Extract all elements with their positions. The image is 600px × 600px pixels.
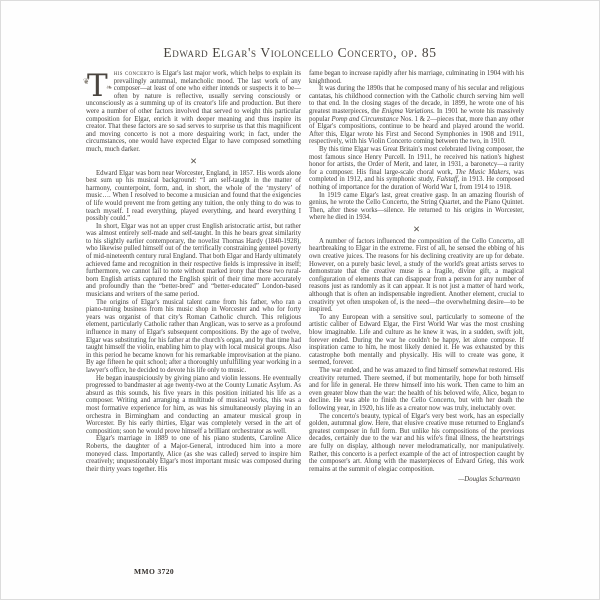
catalog-number: MMO 3720	[134, 567, 175, 576]
left-column	[86, 70, 301, 484]
paragraph	[309, 367, 524, 413]
body-text: In short, Elgar was not an upper crust English aristocratic artist, but rather was almost entirely self-made and self-taught. In this he bears great similarity to his slightly earlier contemporary, the novelist Thomas Hardy (1840-1928), who likewise pulled himself out of the terrifically constraining genteel poverty of mid-nineteenth century rural England. That both Elgar and Hardy ultimately achieved fame and recognition in their respective fields is impressive in itself; furthermore, we cannot fail to note without marked irony that these two rural-born English artists captured the English spirit of their time more accurately and profoundly than the “better-bred” and “better-educated” London-based musicians and writers of the same period.	[86, 222, 301, 299]
body-text: Nos. 1 & 2—pieces that, more than any other of Elgar's compositions, continue to be heard and played around the world. After this, Elgar wrote his First and Second Symphonies in 1908 and 1911, respectively, with his Violin Concerto coming between the two, in 1910.	[309, 115, 524, 146]
body-text: . In 1901 he wrote his massively popular	[309, 107, 524, 123]
work-title-italic: Falstaff	[436, 176, 458, 184]
author-byline: —Douglas Scharmann	[458, 476, 520, 484]
body-text: He began inauspiciously by giving piano and violin lessons. He eventually progressed to bandmaster at age twenty-two at the County Lunatic Asylum. As absurd as this sounds, his five years in this position initiated his life as a composer. Writing and arranging a multitude of musical works, this was a most formative experience for him, as was his simultaneously playing in an orchestra in Birmingham and conducting an amateur musical group in Worcester. By his early thirties, Elgar was completely versed in the art of composition; soon he would prove himself a brilliant orchestrator as well.	[86, 374, 301, 435]
body-text: is Elgar's last major work, which helps to explain its prevailingly autumnal, melancholic mood. The last work of any composer—at least of one who either intends or suspects it to be—often by nature is reflective, usually serving consciously or unconsciously as a summing up of its creator's life and production. But there were a number of other factors involved that served to weight this particular composition for Elgar, enrich it with deeper meaning and thus inspire its creator. That these factors are so sad serves to surprise us that this magnificent and moving concerto is not a more despairing work; in fact, under the circumstances, one would have expected Elgar to have composed something much, much darker.	[86, 70, 301, 153]
ornamental-dropcap: ❦ T ❧	[86, 71, 111, 99]
page-title: Edward Elgar's Violoncello Concerto, op. 85	[163, 45, 437, 60]
paragraph	[86, 170, 301, 223]
paragraph	[309, 146, 524, 192]
body-text: A number of factors influenced the composition of the Cello Concerto, all heartbreaking to Elgar in the extreme. First of all, he sensed the ebbing of his own creative juices. The reasons for his declining creativity are up for debate. However, on a purely basic level, a study of the world's great artists serves to demonstrate that the creative muse is a fragile, divine gift, a magical configuration of elements that can disappear from a person for any number of reasons just as randomly as it can appear. It is not just a matter of hard work, although that is often an indispensable ingredient. Another element, crucial to creativity yet often unspoken of, is the need—the overwhelming desire—to be inspired.	[309, 237, 524, 314]
body-text: The concerto's beauty, typical of Elgar's very best work, has an especially golden, autumnal glow. Here, that elusive creative muse returned to England's greatest composer in full form. But unlike his compositions of the previous decades, certainly due to the war and his wife's final illness, the heartstrings are fully on display, although never melodramatically, nor manipulatively. Rather, this concerto is a perfect example of the act of introspection caught by the composer's art. Along with the masterpieces of Edvard Grieg, this work remains at the summit of elegiac composition.	[309, 412, 524, 473]
paragraph	[86, 375, 301, 436]
paragraph	[86, 223, 301, 299]
text-columns	[86, 70, 524, 484]
paragraph	[309, 192, 524, 222]
body-text: Elgar's marriage in 1889 to one of his piano students, Caroline Alice Roberts, the daughter of a Major-General, introduced him into a more moneyed class. Importantly, Alice (as she was called) served to inspire him creatively; unquestionably Elgar's most important music was composed during their thirty years together. His	[86, 435, 301, 473]
paragraph	[86, 435, 301, 473]
body-text: fame began to increase rapidly after his marriage, culminating in 1904 with his knighthood.	[309, 70, 524, 85]
work-title-italic: Enigma Variations	[381, 107, 434, 115]
section-divider-ornament-icon: ✕	[412, 223, 421, 234]
smallcaps-lead: his concerto	[113, 70, 154, 77]
paragraph	[309, 413, 524, 474]
body-text: To any European with a sensitive soul, particularly to someone of the artistic caliber of Edward Elgar, the First World War was the most crushing blow imaginable. Life and culture as he knew it was, in a sudden, swift jolt, forever ended. During the war he couldn't be happy, let alone compose. If inspiration came to him, he most likely denied it. He was exhausted by this catastrophe both mentally and physically. His will to create was gone, it seemed, forever.	[309, 313, 524, 367]
paragraph	[309, 314, 524, 367]
body-text: The war ended, and he was amazed to find himself somewhat restored. His creativity returned. There seemed, if but momentarily, hope for both himself and for life in general. He threw himself into his work. Then came to him an even greater blow than the war: the health of his beloved wife, Alice, began to decline. He was able to finish the Cello Concerto, but with her death the following year, in 1920, his life as a creator now was truly, ineluctably over.	[309, 366, 524, 412]
paragraph	[86, 299, 301, 375]
section-divider-ornament-icon: ✕	[189, 155, 198, 166]
paragraph	[86, 70, 301, 154]
paragraph	[309, 70, 524, 85]
body-text: It was during the 1890s that he composed many of his secular and religious cantatas, his childhood connection with the Catholic church serving him well to that end. In the closing stages of the decade, in 1899, he wrote one of his greatest masterpieces, the	[309, 85, 524, 115]
body-text: By this time Elgar was Great Britain's most celebrated living composer, the most famous since Henry Purcell. In 1911, he received his nation's highest honor for artists, the Order of Merit, and later, in 1931, a baronetcy—a rarity for a composer. His final large-scale choral work,	[309, 145, 524, 176]
right-column	[309, 70, 524, 484]
body-text: , was completed in 1912, and his symphonic study,	[309, 168, 524, 184]
body-text: , in 1913. He composed nothing of importance for the duration of World War I, from 1914 to 1918.	[309, 176, 524, 191]
paragraph	[309, 238, 524, 314]
body-text: Edward Elgar was born near Worcester, England, in 1857. His words alone best sum up his musical background: “I am self-taught in the matter of harmony, counterpoint, form, and, in short, the whole of the ‘mystery’ of music…. When I resolved to become a musician and found that the exigencies of life would prevent me from getting any tuition, the only thing to do was to teach myself. I read everything, played everything, and heard everything I possibly could.”	[86, 169, 301, 223]
body-text: In 1919 came Elgar's last, great creative gasp. In an amazing flourish of genius, he wrote the Cello Concerto, the String Quartet, and the Piano Quintet. Then, after these works—silence. He returned to his origins in Worcester, where he died in 1934.	[309, 191, 524, 222]
work-title-italic: Pomp and Circumstance	[331, 115, 399, 123]
body-text: The origins of Elgar's musical talent came from his father, who ran a piano-tuning business from his music shop in Worcester and who for forty years was organist of that city's Roman Catholic church. This religious element, particularly Catholic rather than Anglican, was to serve as a profound influence in many of Elgar's subsequent compositions. By the age of twelve, Elgar was substituting for his father at the church's organ, and by that time had taught himself the violin, enabling him to play with local musical groups. Also in this period he became known for his remarkable improvisation at the piano. By age fifteen he quit school; after a thoroughly unfulfilling year working in a lawyer's office, he decided to devote his life only to music.	[86, 298, 301, 374]
paragraph	[309, 85, 524, 146]
work-title-italic: The Music Makers	[455, 168, 509, 176]
